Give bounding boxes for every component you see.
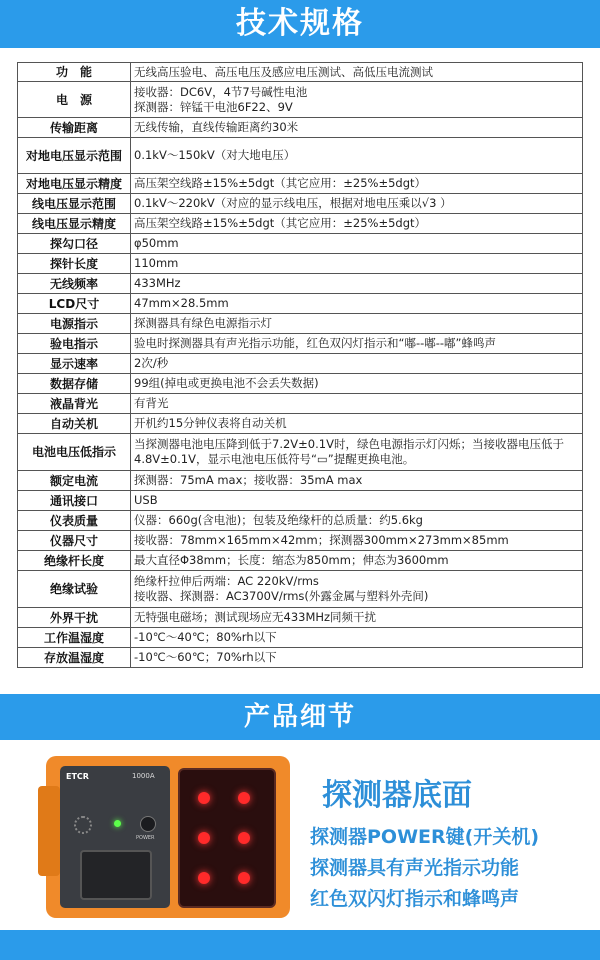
buzzer-speaker-icon	[74, 816, 92, 834]
spec-row	[18, 174, 583, 194]
spec-key: 通讯接口	[18, 491, 131, 511]
spec-value-line: 无线传输，直线传输距离约30米	[134, 120, 299, 134]
spec-value-line: -10℃～40℃；80%rh以下	[134, 630, 277, 644]
spec-value	[131, 274, 583, 294]
spec-key: 电 源	[18, 82, 131, 118]
spec-value-line: USB	[134, 493, 158, 507]
spec-row	[18, 214, 583, 234]
spec-key: 探针长度	[18, 254, 131, 274]
red-led-icon	[238, 872, 250, 884]
spec-value-line: 探测器：锌锰干电池6F22、9V	[134, 99, 293, 114]
spec-row	[18, 334, 583, 354]
spec-row	[18, 374, 583, 394]
spec-value	[131, 334, 583, 354]
spec-row	[18, 254, 583, 274]
spec-value	[131, 531, 583, 551]
power-button-icon	[140, 816, 156, 832]
spec-row	[18, 531, 583, 551]
spec-value-line: 接收器：78mm×165mm×42mm；探测器300mm×273mm×85mm	[134, 533, 509, 547]
spec-row	[18, 414, 583, 434]
spec-key: 存放温湿度	[18, 648, 131, 668]
detail-line: 红色双闪灯指示和蜂鸣声	[310, 888, 520, 910]
spec-value	[131, 234, 583, 254]
spec-row	[18, 63, 583, 82]
spec-value	[131, 82, 583, 118]
spec-key: LCD尺寸	[18, 294, 131, 314]
spec-value	[131, 118, 583, 138]
spec-value	[131, 138, 583, 174]
spec-key: 对地电压显示精度	[18, 174, 131, 194]
spec-value-line: 开机约15分钟仪表将自动关机	[134, 416, 287, 430]
spec-key: 传输距离	[18, 118, 131, 138]
spec-row	[18, 234, 583, 254]
spec-value	[131, 394, 583, 414]
spec-value	[131, 63, 583, 82]
spec-value	[131, 254, 583, 274]
spec-value-line: 110mm	[134, 256, 179, 270]
spec-row	[18, 194, 583, 214]
spec-row	[18, 628, 583, 648]
spec-value-line: 47mm×28.5mm	[134, 296, 229, 310]
spec-value-line: 0.1kV～150kV（对大地电压）	[134, 148, 296, 162]
spec-row	[18, 608, 583, 628]
spec-header-title: 技术规格	[236, 6, 364, 41]
spec-key: 显示速率	[18, 354, 131, 374]
spec-value	[131, 294, 583, 314]
spec-table-body	[18, 63, 583, 668]
red-led-icon	[238, 832, 250, 844]
spec-key: 绝缘试验	[18, 571, 131, 608]
detector-product-image	[46, 756, 290, 918]
spec-row	[18, 138, 583, 174]
spec-value	[131, 628, 583, 648]
spec-key: 液晶背光	[18, 394, 131, 414]
spec-key: 仪器尺寸	[18, 531, 131, 551]
spec-value-line: 接收器：DC6V，4节7号碱性电池	[134, 84, 308, 99]
spec-value-line: 0.1kV～220kV（对应的显示线电压，根据对地电压乘以√3 ）	[134, 196, 452, 210]
spec-value	[131, 214, 583, 234]
device-brand-label: ETCR	[66, 772, 89, 781]
spec-value-line: 验电时探测器具有声光指示功能，红色双闪灯指示和“嘟--嘟--嘟”蜂鸣声	[134, 336, 497, 350]
detail-header-title: 产品细节	[243, 702, 356, 732]
spec-row	[18, 118, 583, 138]
spec-key: 数据存储	[18, 374, 131, 394]
spec-key: 绝缘杆长度	[18, 551, 131, 571]
detail-title: 探测器底面	[322, 778, 472, 813]
spec-value	[131, 491, 583, 511]
spec-value	[131, 471, 583, 491]
device-side-clip	[38, 786, 60, 876]
device-model-label: 1000A	[132, 772, 155, 780]
spec-value	[131, 511, 583, 531]
spec-row	[18, 648, 583, 668]
spec-value-line: 433MHz	[134, 276, 181, 290]
spec-value	[131, 194, 583, 214]
red-led-icon	[238, 792, 250, 804]
red-led-icon	[198, 832, 210, 844]
spec-value	[131, 174, 583, 194]
spec-key: 无线频率	[18, 274, 131, 294]
detail-line: 探测器POWER键(开关机)	[310, 826, 540, 848]
spec-value	[131, 608, 583, 628]
spec-value-line: 99组(掉电或更换电池不会丢失数据)	[134, 376, 319, 390]
spec-value	[131, 648, 583, 668]
device-control-panel	[60, 766, 170, 908]
spec-value-line: 高压架空线路±15%±5dgt（其它应用：±25%±5dgt）	[134, 216, 427, 230]
spec-value-line: 有背光	[134, 396, 169, 410]
spec-key: 线电压显示范围	[18, 194, 131, 214]
spec-row	[18, 274, 583, 294]
spec-value	[131, 354, 583, 374]
spec-value-line: 无线高压验电、高压电压及感应电压测试、高低压电流测试	[134, 64, 433, 79]
spec-key: 外界干扰	[18, 608, 131, 628]
spec-key: 对地电压显示范围	[18, 138, 131, 174]
spec-row	[18, 82, 583, 118]
spec-value-line: 当探测器电池电压降到低于7.2V±0.1V时，绿色电源指示灯闪烁；当接收器电压低于4.8V±0.1V，显示电池电压低符号“▭”提醒更换电池。	[134, 437, 564, 466]
spec-value-line: 绝缘杆拉伸后两端：AC 220kV/rms	[134, 574, 319, 588]
spec-row	[18, 314, 583, 334]
spec-key: 仪表质量	[18, 511, 131, 531]
spec-key: 电池电压低指示	[18, 434, 131, 471]
spec-value	[131, 374, 583, 394]
spec-value-line: 探测器：75mA max；接收器：35mA max	[134, 473, 363, 487]
spec-row	[18, 434, 583, 471]
detail-line: 探测器具有声光指示功能	[310, 857, 520, 879]
battery-cover	[80, 850, 152, 900]
red-led-icon	[198, 872, 210, 884]
spec-row	[18, 571, 583, 608]
spec-row	[18, 354, 583, 374]
spec-key: 自动关机	[18, 414, 131, 434]
spec-value-line: 高压架空线路±15%±5dgt（其它应用：±25%±5dgt）	[134, 176, 427, 190]
spec-value-line: -10℃～60℃；70%rh以下	[134, 650, 277, 664]
spec-row	[18, 294, 583, 314]
spec-table	[17, 62, 583, 668]
detail-header-banner	[0, 694, 600, 740]
spec-key: 探勾口径	[18, 234, 131, 254]
spec-key: 工作温湿度	[18, 628, 131, 648]
green-power-led-icon	[114, 820, 121, 827]
spec-value-line: 最大直径Φ38mm；长度：缩态为850mm；伸态为3600mm	[134, 553, 449, 567]
spec-row	[18, 491, 583, 511]
spec-value	[131, 434, 583, 471]
spec-value-line: 2次/秒	[134, 356, 169, 370]
spec-row	[18, 551, 583, 571]
spec-key: 验电指示	[18, 334, 131, 354]
spec-value-line: 仪器：660g(含电池)；包装及绝缘杆的总质量：约5.6kg	[134, 513, 423, 527]
spec-value-line: 无特强电磁场；测试现场应无433MHz同频干扰	[134, 610, 377, 624]
red-led-icon	[198, 792, 210, 804]
spec-value	[131, 414, 583, 434]
spec-value-line: φ50mm	[134, 236, 179, 250]
power-button-label: POWER	[136, 835, 155, 841]
spec-key: 功 能	[18, 63, 131, 82]
red-flash-lamp-panel	[178, 768, 276, 908]
spec-value-line: 接收器、探测器：AC3700V/rms(外露金属与塑料外壳间)	[134, 589, 429, 603]
spec-key: 线电压显示精度	[18, 214, 131, 234]
spec-row	[18, 471, 583, 491]
spec-value	[131, 551, 583, 571]
footer-banner	[0, 930, 600, 960]
spec-value	[131, 314, 583, 334]
spec-key: 额定电流	[18, 471, 131, 491]
spec-row	[18, 394, 583, 414]
spec-key: 电源指示	[18, 314, 131, 334]
spec-value	[131, 571, 583, 608]
spec-header-banner	[0, 0, 600, 48]
spec-value-line: 探测器具有绿色电源指示灯	[134, 316, 272, 330]
spec-row	[18, 511, 583, 531]
